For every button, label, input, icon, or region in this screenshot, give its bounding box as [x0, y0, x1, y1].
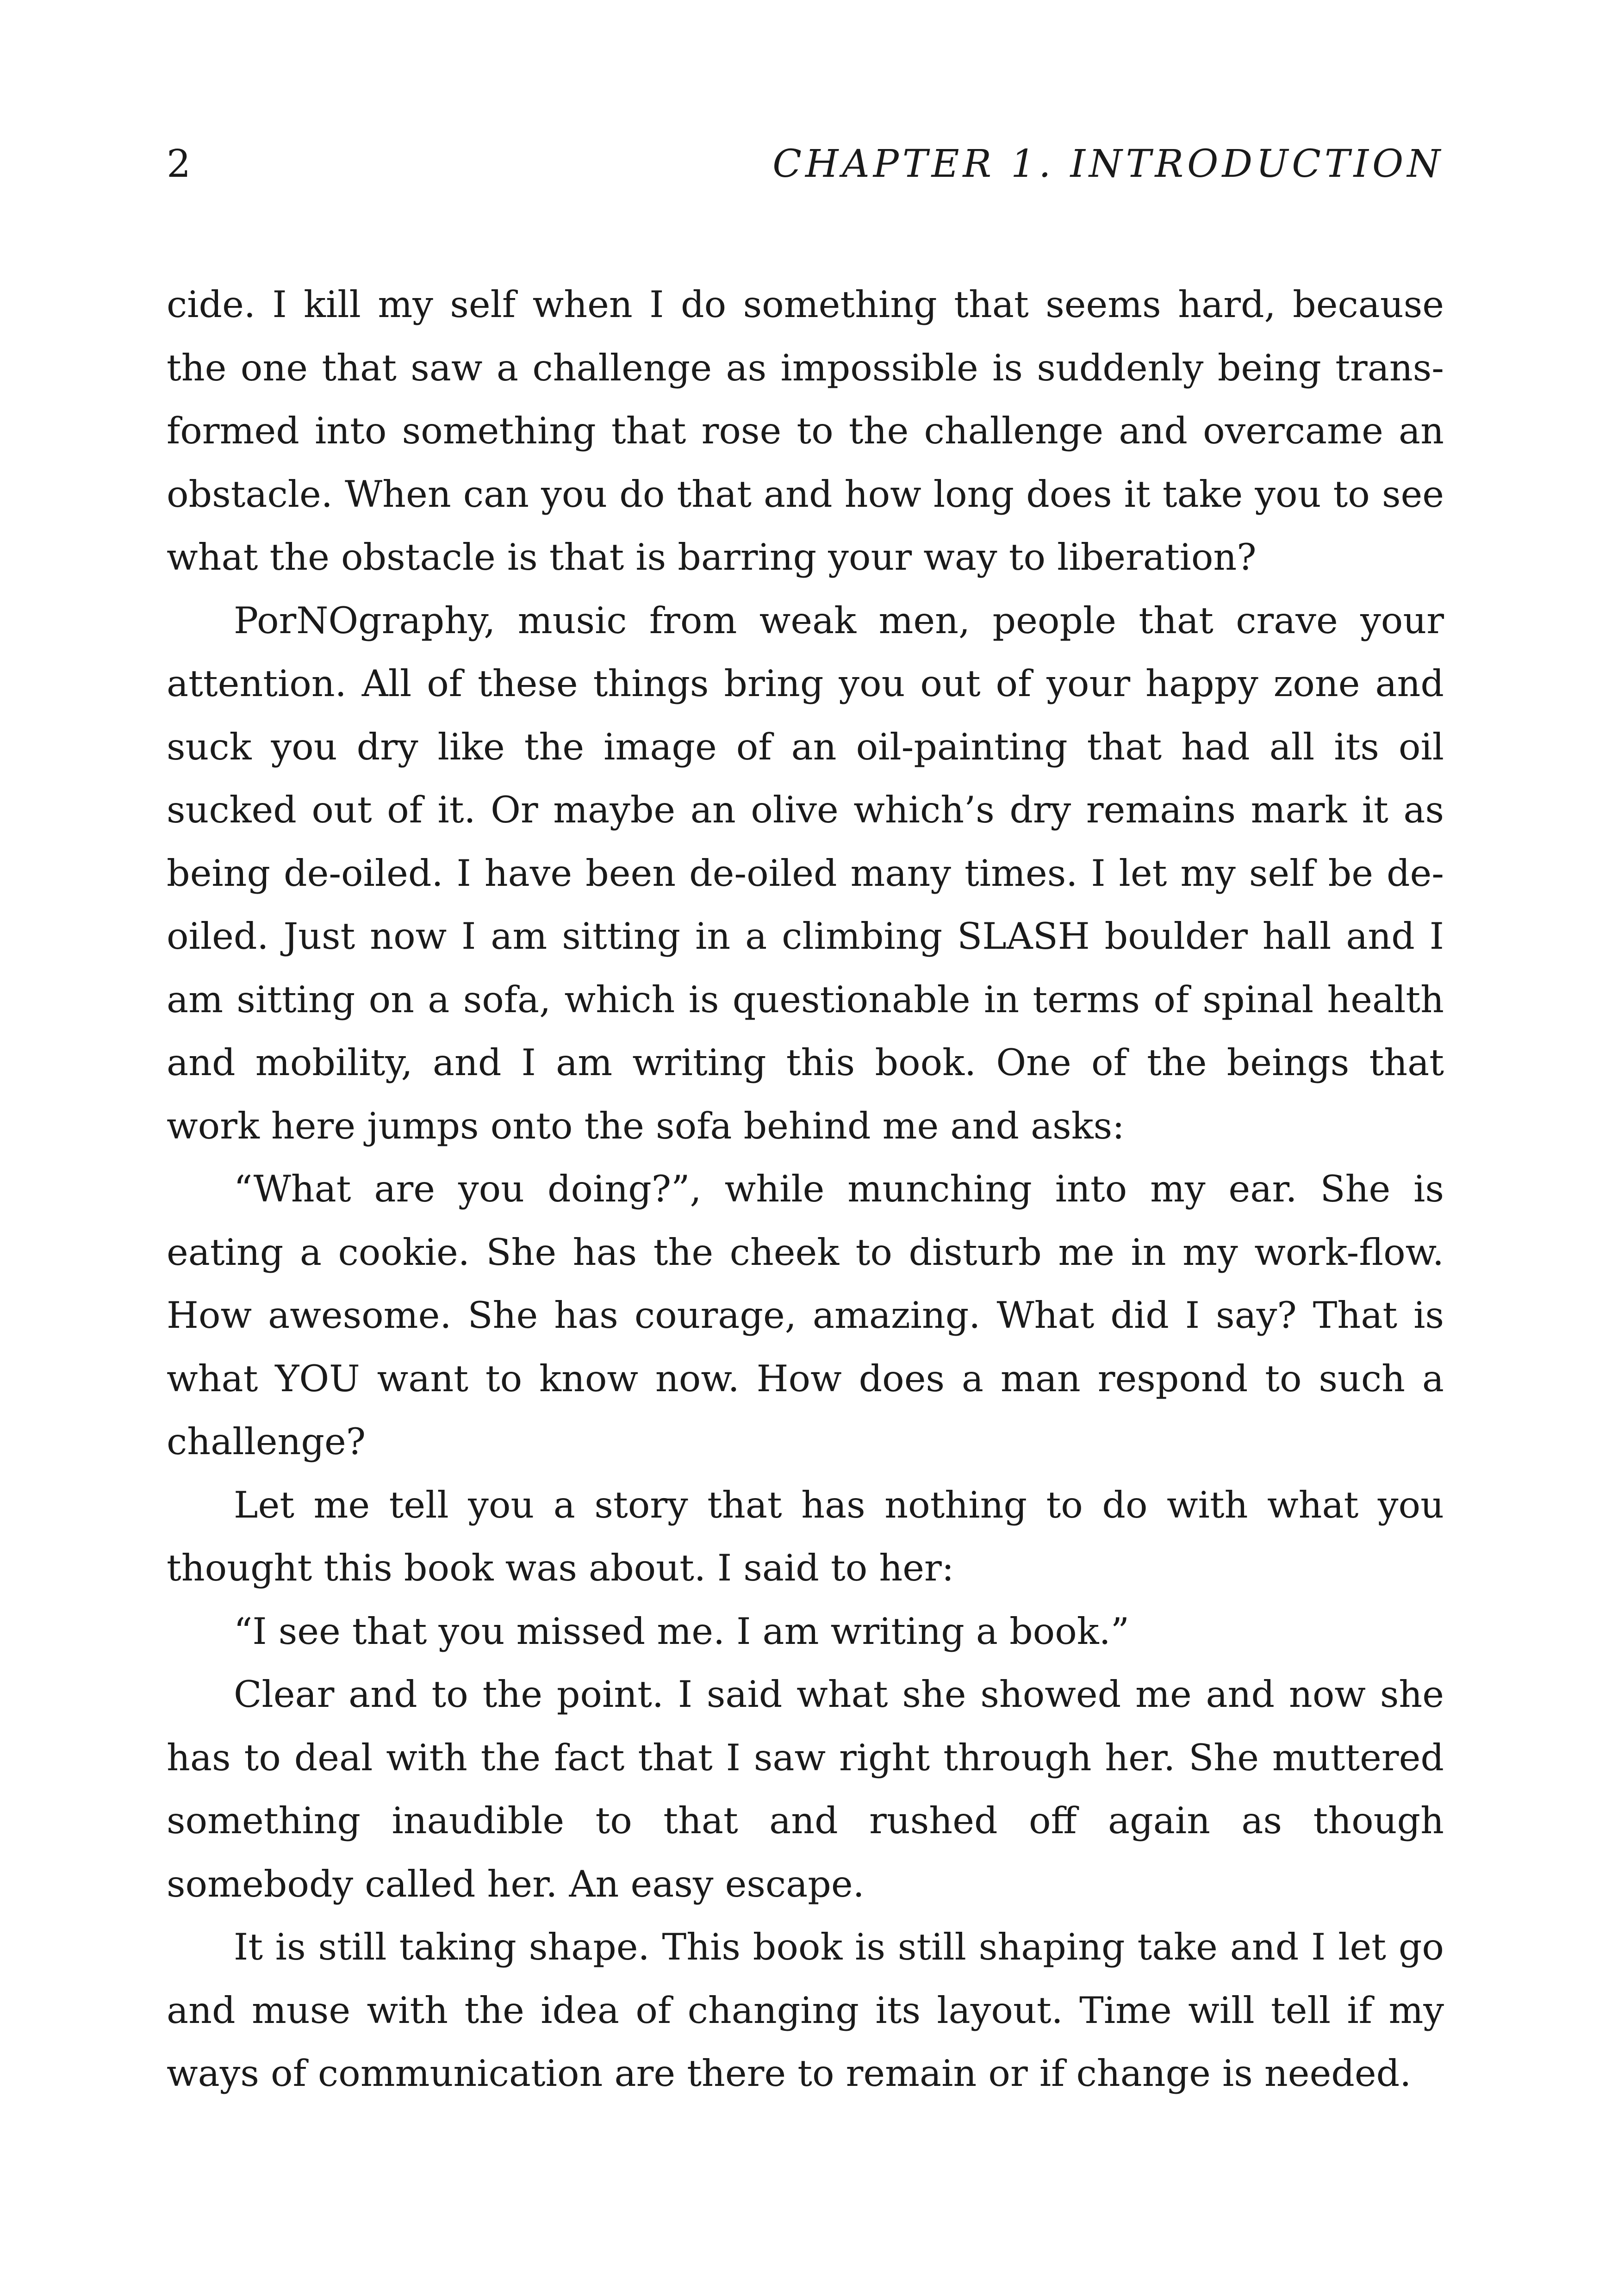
paragraph-quote: “I see that you missed me. I am writing a book.” — [234, 1610, 1130, 1653]
paragraph: PorNOgraphy, music from weak men, people that crave your attention. All of these things bring you out of your happy zone and suck you dry like the image of an oil-painting that had all its oil sucked out of it. Or maybe an olive which’s dry remains mark it as being de-oiled. I have been de-oiled many times. I let my self be de-oiled. Just now I am sitting in a climbing SLASH boulder hall and I am sitting on a sofa, which is questionable in terms of spinal health and mobility, and I am writing this book. One of the beings that work here jumps onto the sofa behind me and asks: — [167, 599, 1444, 1147]
body-text — [167, 273, 1444, 2105]
paragraph: It is still taking shape. This book is still shaping take and I let go and muse with the idea of changing its layout. Time will tell if my ways of communication are there to remain or if change is needed. — [167, 1926, 1444, 2095]
paragraph: Let me tell you a story that has nothing to do with what you thought this book was about. I said to her: — [167, 1483, 1444, 1589]
running-header — [167, 139, 1444, 190]
paragraph-continued: cide. I kill my self when I do something that seems hard, because the one that saw a challenge as impossible is suddenly being transformed into something that rose to the challenge and overcame an obstacle. When can you do that and how long does it take you to see what the obstacle is that is barring your way to liberation? — [167, 283, 1444, 579]
paragraph: “What are you doing?”, while munching into my ear. She is eating a cookie. She has the cheek to disturb me in my work-flow. How awesome. She has courage, amazing. What did I say? That is what YOU want to know now. How does a man respond to such a challenge? — [167, 1168, 1444, 1463]
chapter-title: CHAPTER 1. INTRODUCTION — [772, 142, 1444, 186]
paragraph: Clear and to the point. I said what she showed me and now she has to deal with the fact that I saw right through her. She muttered something inaudible to that and rushed off again as though somebody called her. An easy escape. — [167, 1673, 1444, 1905]
page-number: 2 — [167, 142, 191, 186]
